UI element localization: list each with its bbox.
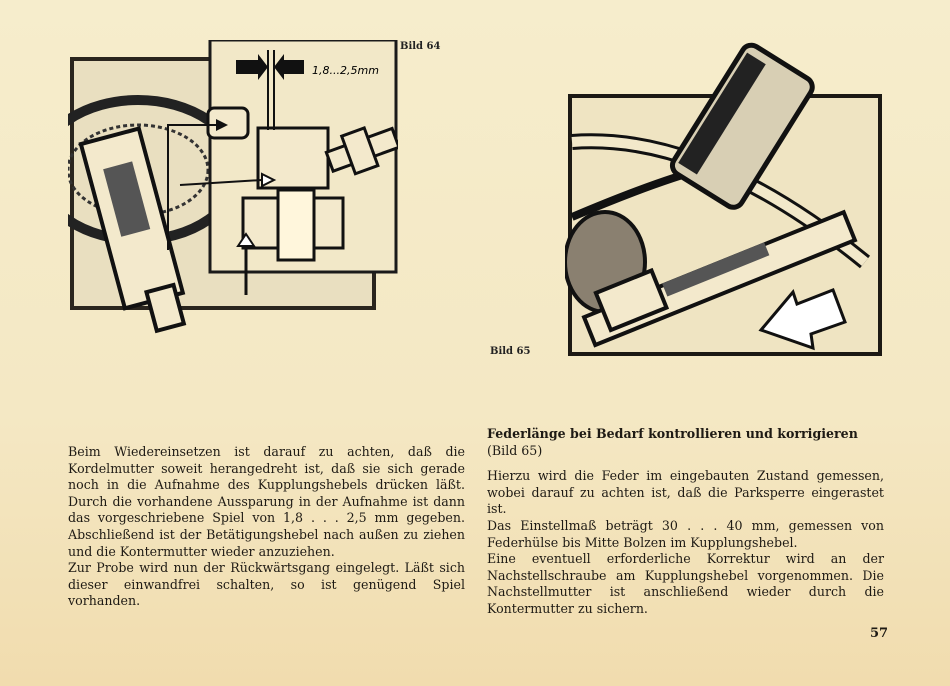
right-column-text (487, 426, 884, 618)
right-paragraph-2: Das Einstellmaß beträgt 30 . . . 40 mm, gemessen von Federhülse bis Mitte Bolzen im Kupplungshebel. (487, 517, 884, 550)
right-paragraph-1: Hierzu wird die Feder im eingebauten Zustand gemessen, wobei darauf zu achten ist, daß die Parksperre eingerastet ist. (487, 468, 884, 517)
figure-64-caption: Bild 64 (400, 41, 441, 52)
section-heading-ref: (Bild 65) (487, 442, 543, 458)
page-number: 57 (870, 626, 889, 641)
figure-64-illustration (68, 40, 398, 340)
left-paragraph-1: Beim Wiedereinsetzen ist darauf zu achten, daß die Kordelmutter soweit herangedreht ist, daß sie sich gerade noch in die Aufnahme des Kupplungshebels drücken läßt. Durch die vorhandene Aussparung in der Aufnahme ist dann das vorgeschriebene Spiel von 1,8 . . . 2,5 mm gegeben. Abschließend ist der Betätigungshebel nach außen zu ziehen und die Kontermutter wieder anzuziehen. (68, 444, 465, 559)
section-heading: Federlänge bei Bedarf kontrollieren und korrigieren (487, 426, 858, 441)
left-paragraph-2: Zur Probe wird nun der Rückwärtsgang eingelegt. Läßt sich dieser einwandfrei schalten, so ist genügend Spiel vorhanden. (68, 560, 465, 609)
figure-65-illustration (565, 42, 885, 358)
dimension-label: 1,8...2,5mm (312, 64, 379, 77)
figure-65-caption: Bild 65 (490, 346, 531, 357)
right-paragraph-3: Eine eventuell erforderliche Korrektur wird an der Nachstellschraube am Kupplungshebel vorgenommen. Die Nachstellmutter ist anschließend wieder durch die Kontermutter zu sichern. (487, 551, 884, 616)
left-column-text (68, 444, 465, 610)
